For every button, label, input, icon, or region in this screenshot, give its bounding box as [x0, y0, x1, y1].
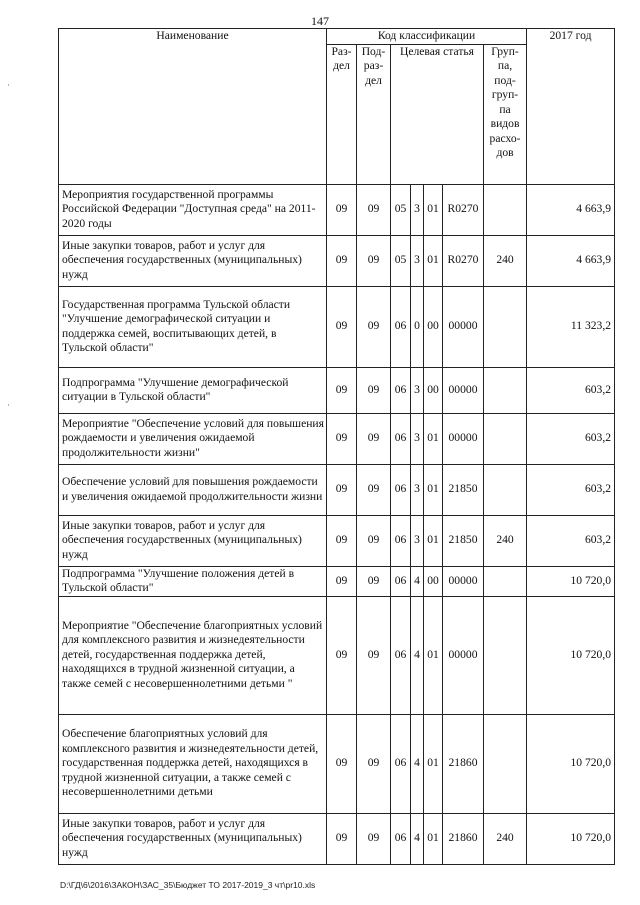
row-target-program: 06 [391, 286, 411, 367]
row-target-measure: 00 [424, 566, 443, 596]
header-name: Наименование [59, 29, 327, 185]
row-target-direction: 21850 [443, 464, 484, 515]
row-name: Иные закупки товаров, работ и услуг для обеспечения государственных (муниципальных) нужд [59, 235, 327, 286]
row-target-direction: 21850 [443, 515, 484, 566]
row-target-program: 06 [391, 566, 411, 596]
table-row [59, 813, 615, 864]
row-target-measure: 01 [424, 714, 443, 813]
row-name: Государственная программа Тульской области "Улучшение демографической ситуации и поддержка семей, воспитывающих детей, в Тульской области" [59, 286, 327, 367]
row-target-program: 06 [391, 367, 411, 413]
row-subsection: 09 [357, 413, 391, 464]
row-amount: 4 663,9 [527, 235, 615, 286]
row-section: 09 [327, 515, 357, 566]
row-name: Обеспечение благоприятных условий для комплексного развития и жизнедеятельности детей, государственная поддержка детей, находящихся в трудной жизненной ситуации, а также семей с несовершеннолетними детьми [59, 714, 327, 813]
row-amount: 10 720,0 [527, 813, 615, 864]
row-section: 09 [327, 596, 357, 714]
row-subsection: 09 [357, 286, 391, 367]
table-row [59, 184, 615, 235]
row-amount: 11 323,2 [527, 286, 615, 367]
row-target-measure: 00 [424, 367, 443, 413]
row-target-direction: 00000 [443, 286, 484, 367]
row-target-program: 05 [391, 235, 411, 286]
row-expense-group [484, 566, 527, 596]
row-amount: 10 720,0 [527, 596, 615, 714]
row-target-direction: R0270 [443, 184, 484, 235]
row-section: 09 [327, 464, 357, 515]
row-target-subprogram: 4 [411, 596, 424, 714]
row-target-subprogram: 0 [411, 286, 424, 367]
table-row [59, 464, 615, 515]
row-expense-group: 240 [484, 515, 527, 566]
row-target-measure: 01 [424, 596, 443, 714]
row-target-direction: 00000 [443, 596, 484, 714]
footer-file-path: D:\ГД\6\2016\ЗАКОН\ЗАС_35\Бюджет ТО 2017-2019_3 чт\pr10.xls [60, 880, 316, 890]
row-target-direction: 21860 [443, 714, 484, 813]
row-amount: 10 720,0 [527, 714, 615, 813]
row-target-program: 05 [391, 184, 411, 235]
table-row [59, 235, 615, 286]
row-name: Мероприятия государственной программы Российской Федерации "Доступная среда" на 2011-2020 годы [59, 184, 327, 235]
row-target-subprogram: 3 [411, 367, 424, 413]
row-name: Обеспечение условий для повышения рождаемости и увеличения ожидаемой продолжительности жизни [59, 464, 327, 515]
row-subsection: 09 [357, 464, 391, 515]
budget-table [58, 28, 615, 865]
row-subsection: 09 [357, 184, 391, 235]
row-target-direction: 00000 [443, 413, 484, 464]
row-amount: 10 720,0 [527, 566, 615, 596]
row-expense-group: 240 [484, 813, 527, 864]
page-number: 147 [311, 14, 329, 28]
row-section: 09 [327, 566, 357, 596]
row-amount: 603,2 [527, 464, 615, 515]
row-target-program: 06 [391, 813, 411, 864]
row-name: Иные закупки товаров, работ и услуг для обеспечения государственных (муниципальных) нужд [59, 813, 327, 864]
row-target-direction: 21860 [443, 813, 484, 864]
row-target-program: 06 [391, 515, 411, 566]
header-year: 2017 год [527, 29, 615, 185]
row-expense-group [484, 184, 527, 235]
row-target-measure: 01 [424, 413, 443, 464]
row-section: 09 [327, 184, 357, 235]
table-row [59, 566, 615, 596]
row-name: Подпрограмма "Улучшение положения детей в Тульской области" [59, 566, 327, 596]
row-target-measure: 00 [424, 286, 443, 367]
row-subsection: 09 [357, 235, 391, 286]
row-expense-group [484, 286, 527, 367]
margin-mark: · [7, 400, 10, 410]
row-expense-group [484, 413, 527, 464]
header-section: Раз- дел [327, 44, 357, 184]
header-code: Код классификации [327, 29, 527, 45]
row-target-measure: 01 [424, 813, 443, 864]
row-name: Иные закупки товаров, работ и услуг для обеспечения государственных (муниципальных) нужд [59, 515, 327, 566]
row-expense-group [484, 714, 527, 813]
row-subsection: 09 [357, 367, 391, 413]
row-target-program: 06 [391, 413, 411, 464]
row-name: Подпрограмма "Улучшение демографической ситуации в Тульской области" [59, 367, 327, 413]
header-group: Груп- па, под- груп- па видов расхо- дов [484, 44, 527, 184]
row-section: 09 [327, 714, 357, 813]
row-target-program: 06 [391, 596, 411, 714]
row-subsection: 09 [357, 714, 391, 813]
row-subsection: 09 [357, 515, 391, 566]
row-name: Мероприятие "Обеспечение благоприятных условий для комплексного развития и жизнедеятельности детей, государственная поддержка детей, находящихся в трудной жизненной ситуации, а также семей с несовершеннолетними детьми " [59, 596, 327, 714]
row-target-subprogram: 4 [411, 714, 424, 813]
row-target-subprogram: 3 [411, 464, 424, 515]
row-amount: 4 663,9 [527, 184, 615, 235]
row-section: 09 [327, 813, 357, 864]
row-expense-group: 240 [484, 235, 527, 286]
row-expense-group [484, 367, 527, 413]
table-row [59, 515, 615, 566]
row-name: Мероприятие "Обеспечение условий для повышения рождаемости и увеличения ожидаемой продолжительности жизни" [59, 413, 327, 464]
row-section: 09 [327, 413, 357, 464]
table-body [59, 184, 615, 864]
row-amount: 603,2 [527, 515, 615, 566]
row-subsection: 09 [357, 813, 391, 864]
row-target-subprogram: 3 [411, 184, 424, 235]
row-amount: 603,2 [527, 367, 615, 413]
header-target: Целевая статья [391, 44, 484, 184]
row-target-direction: 00000 [443, 367, 484, 413]
row-target-direction: 00000 [443, 566, 484, 596]
row-section: 09 [327, 286, 357, 367]
row-target-subprogram: 4 [411, 566, 424, 596]
row-target-measure: 01 [424, 184, 443, 235]
header-subsection: Под- раз- дел [357, 44, 391, 184]
table-row [59, 413, 615, 464]
row-target-measure: 01 [424, 235, 443, 286]
row-target-direction: R0270 [443, 235, 484, 286]
table-row [59, 367, 615, 413]
row-subsection: 09 [357, 566, 391, 596]
row-target-program: 06 [391, 464, 411, 515]
row-expense-group [484, 464, 527, 515]
row-target-measure: 01 [424, 515, 443, 566]
row-target-measure: 01 [424, 464, 443, 515]
row-target-subprogram: 3 [411, 235, 424, 286]
row-subsection: 09 [357, 596, 391, 714]
table-row [59, 286, 615, 367]
row-section: 09 [327, 367, 357, 413]
row-amount: 603,2 [527, 413, 615, 464]
margin-mark: · [7, 80, 10, 90]
table-row [59, 596, 615, 714]
row-target-subprogram: 4 [411, 813, 424, 864]
row-expense-group [484, 596, 527, 714]
row-target-program: 06 [391, 714, 411, 813]
row-section: 09 [327, 235, 357, 286]
row-target-subprogram: 3 [411, 515, 424, 566]
row-target-subprogram: 3 [411, 413, 424, 464]
table-row [59, 714, 615, 813]
